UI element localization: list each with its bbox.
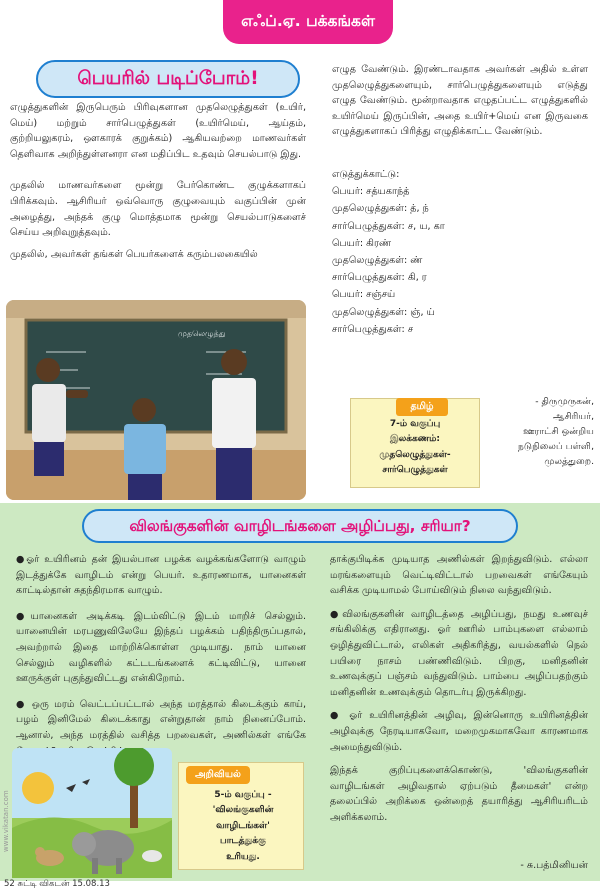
- article-title-2: [82, 509, 518, 543]
- example-line: முதலெழுத்துகள்: த், ந்: [332, 203, 429, 215]
- example-line: பெயர்: சஞ்சய்: [332, 289, 396, 301]
- author-school: ஊராட்சி ஒன்றிய: [523, 426, 594, 437]
- subject-label-science: அறிவியல்: [186, 766, 250, 784]
- paragraph-2: முதலில் மாணவர்களை மூன்று பேர்கொண்ட குழுக்களாகப் பிரிக்கவும். ஆசிரியர் ஒவ்வொரு குழுவையும் வகுப்பின் முன் அழைத்து, அந்தக் குழு மொத்தமாக மூன்று செயல்பாடுகளைச் செய்ய அறிவுறுத்தவும்.: [10, 180, 306, 239]
- example-line: சார்பெழுத்துகள்: கி, ர: [332, 272, 427, 284]
- paragraph: தாக்குபிடிக்க முடியாத அணில்கள் இறந்துவிடும். எல்லா மரங்களையும் வெட்டிவிட்டால் பறவைகள் எங்கேயும் வசிக்க முடியாமல் போய்விடும் நிலை வந்துவிடும்.: [330, 554, 588, 597]
- paragraph: ● ஒரு மரம் வெட்டப்பட்டால் அந்த மரத்தால் கிடைக்கும் காய், பழம் இனிமேல் கிடைக்காது என்றுதான் நாம் நினைப்போம். ஆனால், அந்த மரத்தில் வசித்த பறவைகள், அணில்கள் எங்கே: [16, 698, 306, 741]
- paragraph: ●ஓர் உயிரினம் தன் இயல்பான பழக்க வழக்கங்களோடு வாழும் இடத்துக்கே வாழிடம் என்று பெயர். உதாரணமாக, யானைகள் காட்டில்தான் சுதந்திரமாக வாழும்.: [16, 554, 306, 597]
- classroom-photo: [6, 300, 306, 500]
- author-place: முலத்துறை.: [544, 456, 594, 467]
- article-2-right-column: [330, 552, 588, 826]
- example-line: பெயர்: சத்யகாந்த்: [332, 186, 410, 198]
- watermark: www.vikatan.com: [2, 790, 10, 852]
- example-line: முதலெழுத்துகள்: ஞ், ய்: [332, 306, 435, 318]
- author-block-1: [486, 394, 594, 469]
- article-title-2-text: விலங்குகளின் வாழிடங்களை அழிப்பது, சரியா?: [129, 517, 471, 535]
- author-name: - திருமுருகன்,: [535, 396, 594, 407]
- paragraph: ● ஓர் உயிரினத்தின் அழிவு, இன்னொரு உயிரினத்தின் அழிவுக்கு நேரடியாகவோ, மறைமுகமாகவோ காரணமாக அமைந்துவிடும்.: [330, 710, 588, 753]
- paragraph: இந்தக் குறிப்புகளைக்கொண்டு, 'விலங்குகளின் வாழிடங்கள் அழிவதால் ஏற்படும் தீமைகள்' என்ற தலைப்பில் அறிக்கை ஒன்றைத் தயாரித்து ஆசிரியரிடம் அளிக்கலாம்.: [330, 765, 588, 823]
- animals-illustration-svg: [12, 748, 172, 878]
- author-name: - சு.பத்மினியன்: [520, 860, 588, 871]
- example-line: சார்பெழுத்துகள்: ச, ய, கா: [332, 220, 445, 232]
- article-title-1-text: பெயரில் படிப்போம்!: [77, 68, 259, 89]
- examples-block: [332, 166, 588, 338]
- article-title-1: [36, 60, 300, 98]
- board-word: முதலெழுத்து: [178, 329, 226, 338]
- paragraph: ●விலங்குகளின் வாழிடத்தை அழிப்பது, நமது உணவுச் சங்கிலிக்கு எதிரானது. ஓர் ஊரில் பாம்புகளை எல்லாம் ஒழித்துவிட்டால், எலிகள் அதிகரித்து, வயல்களில் நெல் பயிரை நாசம் பண்ணிவிடும். பிறகு, மனிதனின் உணவுக்குப் பஞ்சம் வந்துவிடும். பாம்பை அழிப்பதற்கும் மனிதனின் உணவுக்கும் தொடர்பு இருக்கிறது.: [330, 608, 588, 698]
- animals-illustration: [12, 748, 172, 878]
- classroom-photo-illustration: [6, 300, 306, 500]
- page-footer: 52 சுட்டி விகடன் 15.08.13: [4, 879, 110, 889]
- subject-box-tamil-text: 7-ம் வகுப்பு இலக்கணம்: முதலெழுத்துகள்- சார்பெழுத்துகள்: [379, 419, 451, 476]
- subject-label-tamil: தமிழ்: [396, 398, 448, 416]
- section-tab: [223, 0, 393, 44]
- paragraph: ●யானைகள் அடிக்கடி இடம்விட்டு இடம் மாறிச் செல்லும். யானையின் மரபணுவிலேயே இந்தப் பழக்கம் பதிந்திருப்பதால், அவற்றால் இதை மாற்றிக்கொள்ள முடியாது. நாம் யானை செல்லும் வழிகளில் கட்டடங்களைக் கட்டிவிட்டு, யானை ஊருக்குள் புகுந்துவிட்டது என்கிறோம்.: [16, 610, 306, 685]
- article-1-left-column: [10, 100, 306, 262]
- paragraph-3: முதலில், அவர்கள் தங்கள் பெயர்களைக் கரும்பலகையில்: [10, 248, 258, 260]
- paragraph-4: எழுத வேண்டும். இரண்டாவதாக அவர்கள் அதில் உள்ள முதலெழுத்துகளையும், சார்பெழுத்துகளையும் எடுத்து எழுத வேண்டும். மூன்றாவதாக எழுதப்பட்ட எழுத்துகளில் உயிர்மெய் இருப்பின், அதை உயிர்+மெய் என இருவகை எழுத்துகளாகப் பிரித்து எழுதிக்காட்ட வேண்டும்.: [332, 64, 588, 138]
- article-1-right-column: [332, 62, 588, 140]
- author-school: நடுநிலைப் பள்ளி,: [518, 441, 594, 452]
- examples-heading: எடுத்துக்காட்டு:: [332, 169, 400, 180]
- example-line: முதலெழுத்துகள்: ண்: [332, 255, 423, 267]
- example-line: சார்பெழுத்துகள்: ச: [332, 323, 414, 335]
- article-2-left-column: [16, 552, 306, 759]
- section-tab-label: எஃப்.ஏ. பக்கங்கள்: [241, 12, 375, 30]
- paragraph-1: எழுத்துகளின் இருபெரும் பிரிவுகளான முதலெழுத்துகள் (உயிர், மெய்) மற்றும் சார்பெழுத்துகள் (உயிர்மெய், ஆய்தம், குற்றியலுகரம், ஔகாரக் குறுக்கம்) ஆகியவற்றை மாணவர்கள் தெளிவாக அறிந்துள்ளனரா என மதிப்பிட உதவும் செயல்பாடு இது.: [10, 102, 306, 160]
- example-line: பெயர்: கிரண்: [332, 237, 392, 249]
- author-block-2: [456, 858, 588, 874]
- author-role: ஆசிரியர்,: [552, 411, 594, 422]
- subject-box-science-text: 5-ம் வகுப்பு - 'விலங்குகளின் வாழிடங்கள்' பாடத்துக்கு உரியது.: [212, 790, 274, 862]
